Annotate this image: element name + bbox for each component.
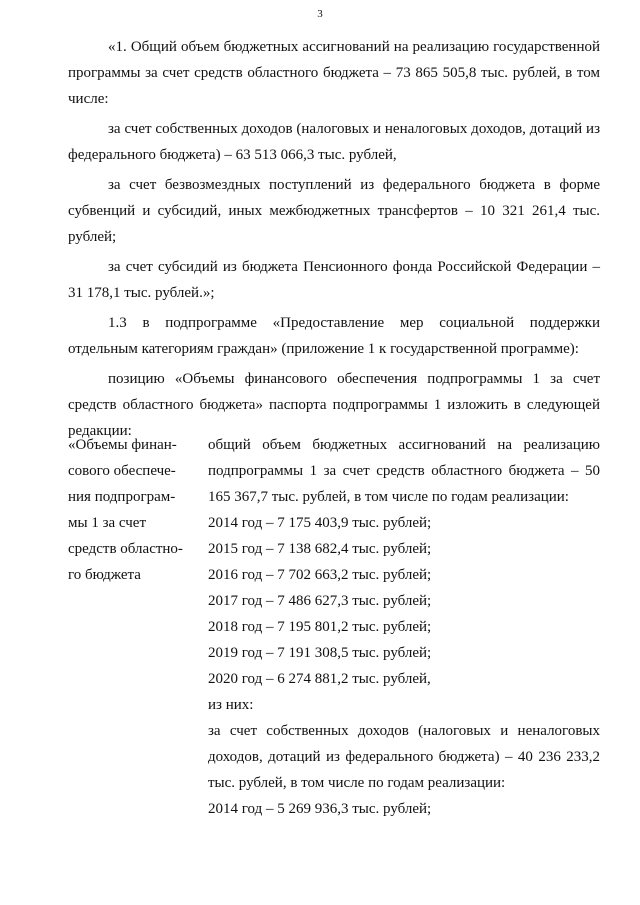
- passport-label-cell: [68, 432, 198, 588]
- label-line: средств областно-: [68, 541, 183, 557]
- body-text: [68, 34, 600, 444]
- own-year-amount: 2014 год – 5 269 936,3 тыс. рублей;: [208, 801, 432, 817]
- total-allocation-text: общий объем бюджетных ассигнований на реализацию подпрограммы 1 за счет средств областного бюджета – 50 165 367,7 тыс. рублей, в том числе по годам реализации:: [208, 437, 600, 505]
- label-line: «Объемы финан-: [68, 437, 177, 453]
- paragraph-total-budget: «1. Общий объем бюджетных ассигнований на реализацию государственной программы за счет средств областного бюджета – 73 865 505,8 тыс. рублей, в том числе:: [68, 39, 600, 107]
- paragraph-subprogram: 1.3 в подпрограмме «Предоставление мер социальной поддержки отдельным категориям граждан» (приложение 1 к государственной программе):: [68, 315, 600, 357]
- year-amount: 2016 год – 7 702 663,2 тыс. рублей;: [208, 567, 432, 583]
- passport-value-cell: [208, 432, 600, 822]
- label-line: сового обеспече-: [68, 463, 176, 479]
- page-number: 3: [317, 8, 323, 20]
- label-line: го бюджета: [68, 567, 141, 583]
- of-them-label: из них:: [208, 697, 254, 713]
- paragraph-own-income: за счет собственных доходов (налоговых и неналоговых доходов, дотаций из федерального бюджета) – 63 513 066,3 тыс. рублей,: [68, 121, 600, 163]
- year-amount: 2014 год – 7 175 403,9 тыс. рублей;: [208, 515, 432, 531]
- paragraph-federal-transfers: за счет безвозмездных поступлений из федерального бюджета в форме субвенций и субсидий, иных межбюджетных трансфертов – 10 321 261,4 тыс. рублей;: [68, 177, 600, 245]
- year-amount: 2020 год – 6 274 881,2 тыс. рублей,: [208, 671, 431, 687]
- year-amount: 2017 год – 7 486 627,3 тыс. рублей;: [208, 593, 432, 609]
- paragraph-pension-fund: за счет субсидий из бюджета Пенсионного фонда Российской Федерации – 31 178,1 тыс. рублей.»;: [68, 259, 600, 301]
- year-amount: 2018 год – 7 195 801,2 тыс. рублей;: [208, 619, 432, 635]
- paragraph-position: позицию «Объемы финансового обеспечения подпрограммы 1 за счет средств областного бюджета» паспорта подпрограммы 1 изложить в следующей редакции:: [68, 371, 600, 439]
- year-amount: 2015 год – 7 138 682,4 тыс. рублей;: [208, 541, 432, 557]
- year-amount: 2019 год – 7 191 308,5 тыс. рублей;: [208, 645, 432, 661]
- own-income-allocation-text: за счет собственных доходов (налоговых и неналоговых доходов, дотаций из федерального бюджета) – 40 236 233,2 тыс. рублей, в том числе по годам реализации:: [208, 723, 600, 791]
- label-line: ния подпрограм-: [68, 489, 176, 505]
- label-line: мы 1 за счет: [68, 515, 147, 531]
